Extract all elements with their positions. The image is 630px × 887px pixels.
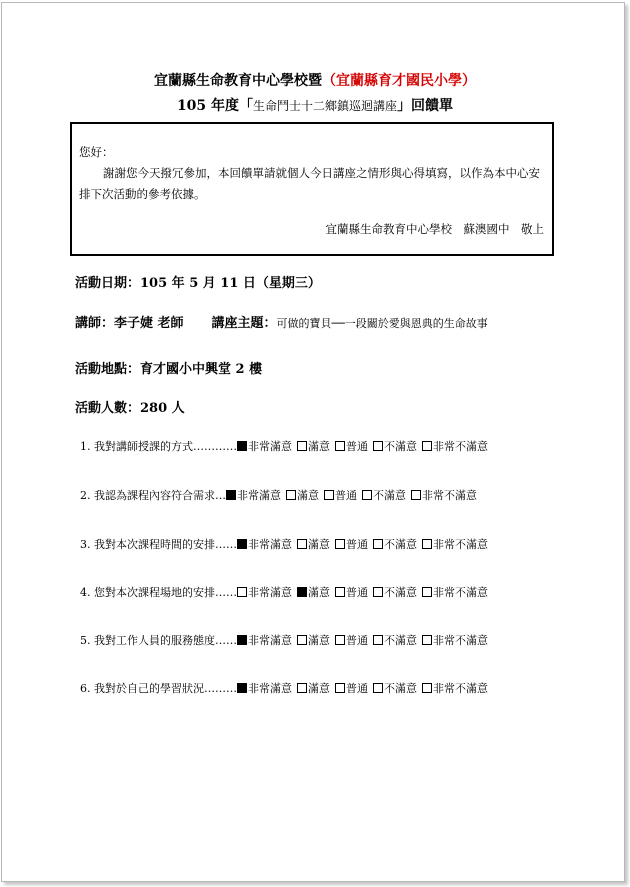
- letter-body: 謝謝您今天撥冗參加，本回饋單請就個人今日講座之情形與心得填寫，以作為本中心安排下次活動的參考依據。: [79, 166, 540, 201]
- activity-location: 活動地點：育才國小中興堂 2 樓: [75, 362, 263, 377]
- option-label: 非常滿意: [237, 489, 281, 502]
- checkbox-empty-icon[interactable]: [297, 539, 307, 549]
- option-0[interactable]: [237, 632, 292, 648]
- option-label: 非常不滿意: [433, 586, 488, 599]
- letter-signature: 宜蘭縣生命教育中心學校 蘇澳國中 敬上: [325, 222, 544, 236]
- form-title: [0, 70, 630, 90]
- option-0[interactable]: [237, 680, 292, 696]
- option-label: 滿意: [308, 440, 330, 453]
- checkbox-empty-icon[interactable]: [297, 635, 307, 645]
- survey-question-1: [80, 438, 488, 454]
- survey-question-6: [80, 680, 488, 696]
- option-label: 普通: [346, 634, 368, 647]
- option-label: 普通: [346, 538, 368, 551]
- activity-date: 活動日期：105 年 5 月 11 日（星期三）: [75, 276, 321, 291]
- option-label: 不滿意: [384, 538, 417, 551]
- question-text: 1. 我對講師授課的方式…………: [80, 440, 237, 453]
- option-1[interactable]: [297, 680, 330, 696]
- option-label: 不滿意: [384, 634, 417, 647]
- checkbox-empty-icon[interactable]: [324, 490, 334, 500]
- checkbox-empty-icon[interactable]: [237, 587, 247, 597]
- option-label: 普通: [346, 586, 368, 599]
- option-label: 滿意: [308, 586, 330, 599]
- checkbox-empty-icon[interactable]: [422, 539, 432, 549]
- survey-question-2: [80, 487, 477, 503]
- option-label: 非常不滿意: [433, 538, 488, 551]
- option-0[interactable]: [226, 487, 281, 503]
- option-2[interactable]: [324, 487, 357, 503]
- letter-greeting: 您好：: [79, 145, 114, 159]
- title2-suffix: 」回饋單: [397, 98, 454, 114]
- option-label: 滿意: [297, 489, 319, 502]
- option-label: 非常不滿意: [433, 682, 488, 695]
- checkbox-empty-icon[interactable]: [422, 635, 432, 645]
- option-label: 非常滿意: [248, 440, 292, 453]
- question-text: 3. 我對本次課程時間的安排……: [80, 538, 237, 551]
- checkbox-empty-icon[interactable]: [335, 539, 345, 549]
- checkbox-empty-icon[interactable]: [422, 683, 432, 693]
- option-label: 非常不滿意: [422, 489, 477, 502]
- option-3[interactable]: [373, 438, 417, 454]
- title2-subject: 生命鬥士十二鄉鎮巡迴講座: [253, 99, 398, 113]
- checkbox-empty-icon[interactable]: [335, 683, 345, 693]
- attendance: 活動人數：280 人: [75, 401, 185, 416]
- checkbox-empty-icon[interactable]: [335, 587, 345, 597]
- option-label: 普通: [335, 489, 357, 502]
- option-label: 非常滿意: [248, 538, 292, 551]
- option-label: 滿意: [308, 634, 330, 647]
- option-label: 不滿意: [384, 682, 417, 695]
- option-2[interactable]: [335, 438, 368, 454]
- question-text: 5. 我對工作人員的服務態度……: [80, 634, 237, 647]
- checkbox-empty-icon[interactable]: [335, 635, 345, 645]
- option-0[interactable]: [237, 584, 292, 600]
- option-2[interactable]: [335, 680, 368, 696]
- checkbox-checked-icon[interactable]: [237, 683, 247, 693]
- checkbox-checked-icon[interactable]: [226, 490, 236, 500]
- checkbox-empty-icon[interactable]: [362, 490, 372, 500]
- option-4[interactable]: [411, 487, 477, 503]
- option-0[interactable]: [237, 438, 292, 454]
- option-label: 不滿意: [384, 440, 417, 453]
- checkbox-empty-icon[interactable]: [297, 441, 307, 451]
- option-label: 普通: [346, 682, 368, 695]
- option-2[interactable]: [335, 584, 368, 600]
- checkbox-empty-icon[interactable]: [373, 539, 383, 549]
- checkbox-checked-icon[interactable]: [237, 441, 247, 451]
- checkbox-checked-icon[interactable]: [237, 539, 247, 549]
- survey-question-5: [80, 632, 488, 648]
- option-label: 普通: [346, 440, 368, 453]
- option-label: 滿意: [308, 538, 330, 551]
- form-subtitle: [0, 95, 630, 115]
- checkbox-checked-icon[interactable]: [237, 635, 247, 645]
- checkbox-empty-icon[interactable]: [297, 683, 307, 693]
- option-4[interactable]: [422, 438, 488, 454]
- option-3[interactable]: [373, 680, 417, 696]
- lecturer: 講師：李子婕 老師: [75, 316, 184, 331]
- option-3[interactable]: [373, 536, 417, 552]
- checkbox-empty-icon[interactable]: [422, 587, 432, 597]
- option-1[interactable]: [286, 487, 319, 503]
- checkbox-empty-icon[interactable]: [373, 587, 383, 597]
- letter-box: [70, 122, 554, 256]
- topic-label: 講座主題：: [211, 316, 277, 331]
- checkbox-empty-icon[interactable]: [411, 490, 421, 500]
- lecturer-topic-line: [75, 312, 488, 331]
- option-2[interactable]: [335, 536, 368, 552]
- question-text: 2. 我認為課程內容符合需求…: [80, 489, 226, 502]
- option-2[interactable]: [335, 632, 368, 648]
- topic: 可做的寶貝──一段關於愛與恩典的生命故事: [276, 317, 488, 330]
- option-0[interactable]: [237, 536, 292, 552]
- survey-question-4: [80, 584, 488, 600]
- option-4[interactable]: [422, 584, 488, 600]
- option-1[interactable]: [297, 632, 330, 648]
- question-text: 6. 我對於自己的學習狀況………: [80, 682, 237, 695]
- checkbox-empty-icon[interactable]: [286, 490, 296, 500]
- checkbox-empty-icon[interactable]: [373, 441, 383, 451]
- checkbox-empty-icon[interactable]: [373, 635, 383, 645]
- option-label: 非常滿意: [248, 634, 292, 647]
- option-4[interactable]: [422, 632, 488, 648]
- option-label: 非常滿意: [248, 682, 292, 695]
- checkbox-checked-icon[interactable]: [297, 587, 307, 597]
- option-4[interactable]: [422, 680, 488, 696]
- option-label: 不滿意: [384, 586, 417, 599]
- title-school: （宜蘭縣育才國民小學）: [322, 73, 476, 89]
- option-label: 非常滿意: [248, 586, 292, 599]
- option-label: 非常不滿意: [433, 440, 488, 453]
- option-label: 非常不滿意: [433, 634, 488, 647]
- option-3[interactable]: [373, 632, 417, 648]
- title-prefix: 宜蘭縣生命教育中心學校暨: [154, 73, 322, 89]
- option-1[interactable]: [297, 536, 330, 552]
- option-label: 不滿意: [373, 489, 406, 502]
- option-label: 滿意: [308, 682, 330, 695]
- question-text: 4. 您對本次課程場地的安排……: [80, 586, 237, 599]
- title2-year: 105 年度「: [176, 98, 254, 114]
- option-1[interactable]: [297, 584, 330, 600]
- option-3[interactable]: [373, 584, 417, 600]
- option-4[interactable]: [422, 536, 488, 552]
- checkbox-empty-icon[interactable]: [422, 441, 432, 451]
- checkbox-empty-icon[interactable]: [373, 683, 383, 693]
- checkbox-empty-icon[interactable]: [335, 441, 345, 451]
- option-1[interactable]: [297, 438, 330, 454]
- option-3[interactable]: [362, 487, 406, 503]
- survey-question-3: [80, 536, 488, 552]
